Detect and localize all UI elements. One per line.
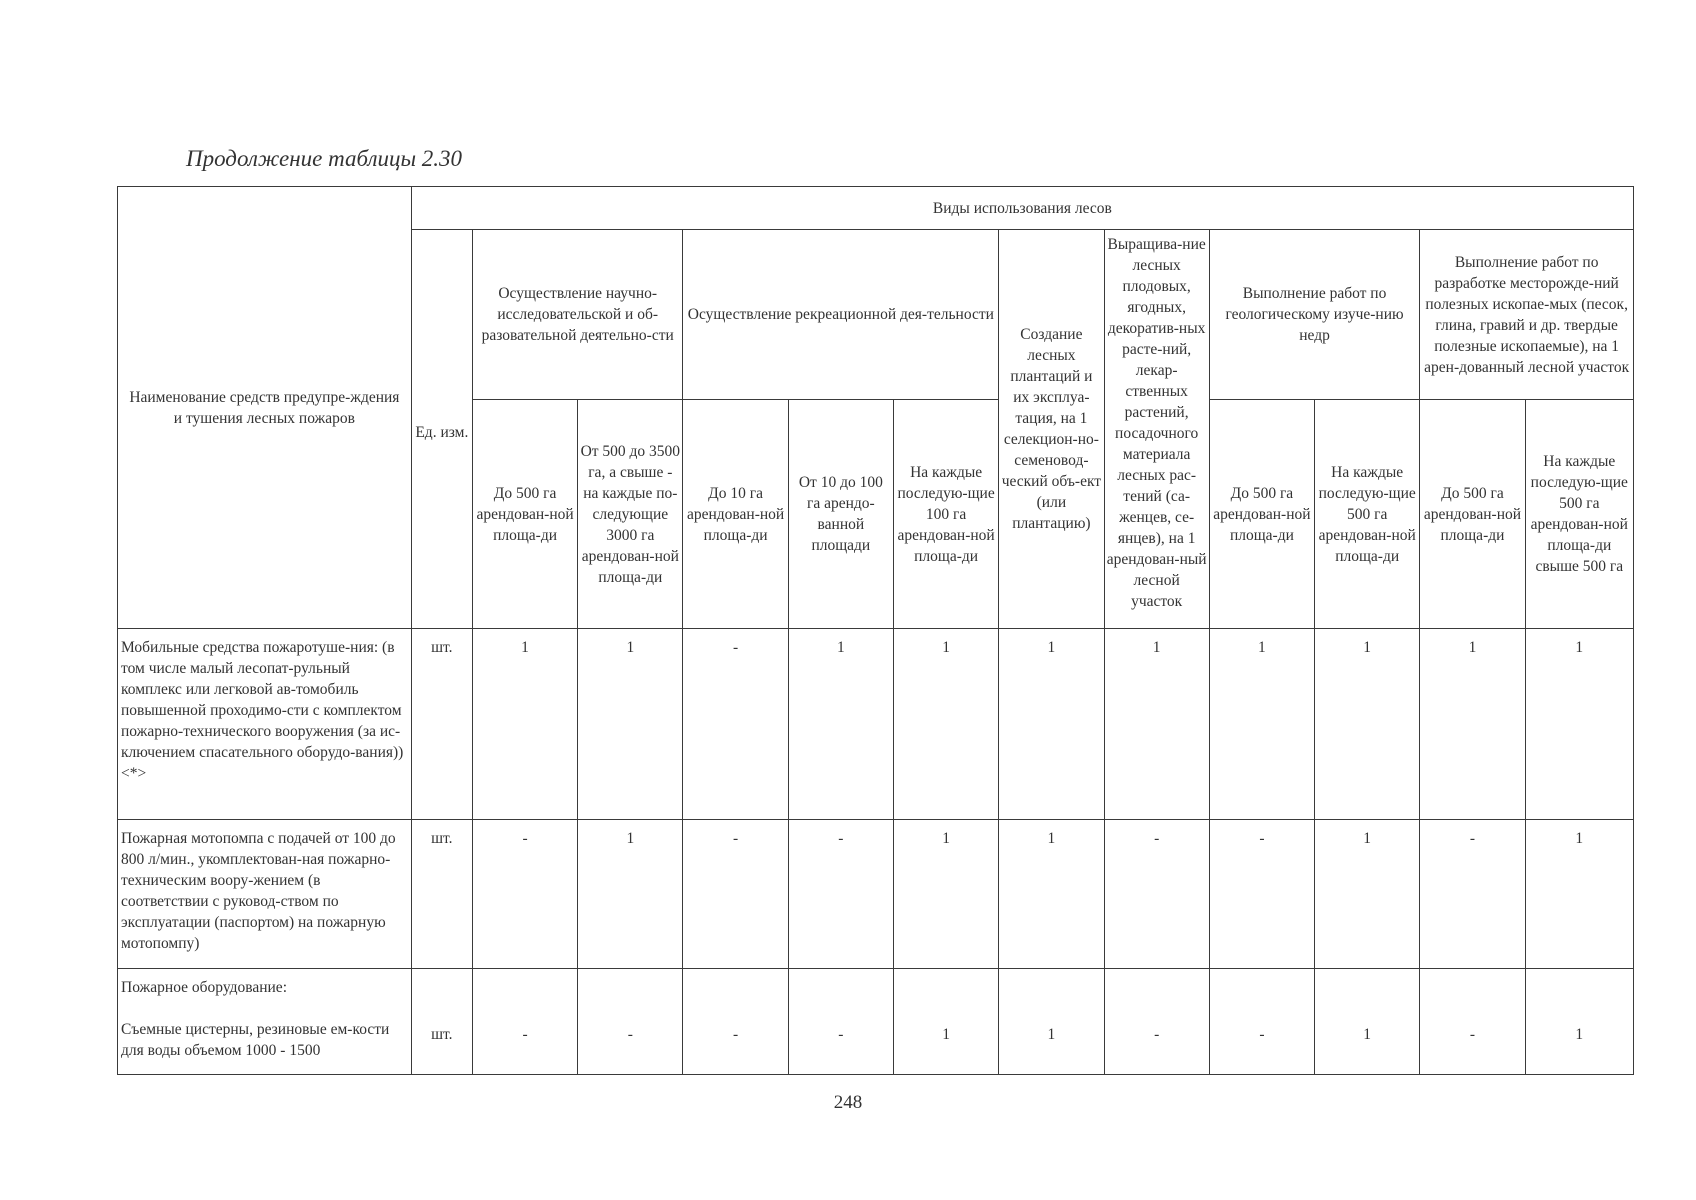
table-cell: - xyxy=(788,820,893,969)
header-group-plantations: Создание лесных плантаций и их эксплуа-тация, на 1 селекцион-но-семеновод-ческий объ-ект (или плантацию) xyxy=(999,230,1104,629)
row-unit: шт. xyxy=(411,820,472,969)
table-cell: 1 xyxy=(999,629,1104,820)
data-table xyxy=(117,186,1634,1075)
table-cell: 1 xyxy=(1525,820,1633,969)
header-group-growing: Выращива-ние лесных плодовых, ягодных, декоратив-ных расте-ний, лекар-ственных растений, посадочного материала лесных рас-тений (са-женцев, се-янцев), на 1 арендован-ный лесной участок xyxy=(1104,230,1209,629)
header-group-recreation: Осуществление рекреационной дея-тельности xyxy=(683,230,999,400)
table-cell: - xyxy=(472,969,577,1075)
table-cell: 1 xyxy=(788,629,893,820)
subcol-header: До 10 га арендован-ной площа-ди xyxy=(683,400,788,629)
table-cell: - xyxy=(788,969,893,1075)
table-cell: 1 xyxy=(1315,629,1420,820)
table-cell: - xyxy=(472,820,577,969)
table-cell: 1 xyxy=(893,820,998,969)
row-unit: шт. xyxy=(411,969,472,1075)
header-group-title: Виды использования лесов xyxy=(411,187,1633,230)
header-group-research: Осуществление научно-исследовательской и об-разовательной деятельно-сти xyxy=(472,230,683,400)
table-cell: - xyxy=(578,969,683,1075)
table-cell: - xyxy=(1104,820,1209,969)
header-group-geology: Выполнение работ по геологическому изуче-нию недр xyxy=(1209,230,1420,400)
subcol-header: От 500 до 3500 га, а свыше - на каждые по-следующие 3000 га арендован-ной площа-ди xyxy=(578,400,683,629)
table-cell: 1 xyxy=(1315,820,1420,969)
row-name: Мобильные средства пожаротуше-ния: (в том числе малый лесопат-рульный комплекс или легковой ав-томобиль повышенной проходимо-сти с комплектом пожарно-технического вооружения (за ис-ключением спасательного оборудо-вания)) <*> xyxy=(118,629,412,820)
table-row xyxy=(118,820,1634,969)
subcol-header: До 500 га арендован-ной площа-ди xyxy=(1209,400,1314,629)
table-cell: - xyxy=(683,969,788,1075)
table-cell: 1 xyxy=(578,820,683,969)
table-row xyxy=(118,969,1634,1075)
header-group-mining: Выполнение работ по разработке месторожде-ний полезных ископае-мых (песок, глина, гравий и др. твердые полезные ископаемые), на 1 арен-дованный лесной участок xyxy=(1420,230,1634,400)
subcol-header: На каждые последую-щие 500 га арендован-ной площа-ди xyxy=(1315,400,1420,629)
table-cell: - xyxy=(1104,969,1209,1075)
table-cell: 1 xyxy=(1315,969,1420,1075)
subcol-header: На каждые последую-щие 100 га арендован-ной площа-ди xyxy=(893,400,998,629)
table-cell: 1 xyxy=(1525,969,1633,1075)
table-cell: 1 xyxy=(472,629,577,820)
subcol-header: До 500 га арендован-ной площа-ди xyxy=(1420,400,1525,629)
row-name: Пожарная мотопомпа с подачей от 100 до 800 л/мин., укомплектован-ная пожарно-техническим воору-жением (в соответствии с руковод-ством по эксплуатации (паспортом) на пожарную мотопомпу) xyxy=(118,820,412,969)
table-cell: - xyxy=(1420,820,1525,969)
table-cell: - xyxy=(1209,820,1314,969)
table-cell: 1 xyxy=(1525,629,1633,820)
page-number: 248 xyxy=(833,1092,863,1113)
table-cell: 1 xyxy=(1104,629,1209,820)
row-name-text: Съемные цистерны, резиновые ем-кости для воды объемом 1000 - 1500 xyxy=(121,1021,390,1059)
table-cell: 1 xyxy=(1209,629,1314,820)
header-name-col: Наименование средств предупре-ждения и тушения лесных пожаров xyxy=(118,187,412,629)
table-cell: 1 xyxy=(893,969,998,1075)
row-section-heading: Пожарное оборудование: xyxy=(121,979,287,996)
table-cell: - xyxy=(1420,969,1525,1075)
table-cell: - xyxy=(1209,969,1314,1075)
table-cell: 1 xyxy=(1420,629,1525,820)
table-cell: 1 xyxy=(999,969,1104,1075)
row-name xyxy=(118,969,412,1075)
subcol-header: От 10 до 100 га арендо-ванной площади xyxy=(788,400,893,629)
row-unit: шт. xyxy=(411,629,472,820)
table-caption: Продолжение таблицы 2.30 xyxy=(186,146,463,171)
subcol-header: На каждые последую-щие 500 га арендован-ной площа-ди свыше 500 га xyxy=(1525,400,1633,629)
header-unit-col: Ед. изм. xyxy=(411,230,472,629)
table-row xyxy=(118,629,1634,820)
subcol-header: До 500 га арендован-ной площа-ди xyxy=(472,400,577,629)
table-cell: - xyxy=(683,820,788,969)
table-cell: 1 xyxy=(893,629,998,820)
table-cell: 1 xyxy=(578,629,683,820)
table-cell: - xyxy=(683,629,788,820)
table-cell: 1 xyxy=(999,820,1104,969)
